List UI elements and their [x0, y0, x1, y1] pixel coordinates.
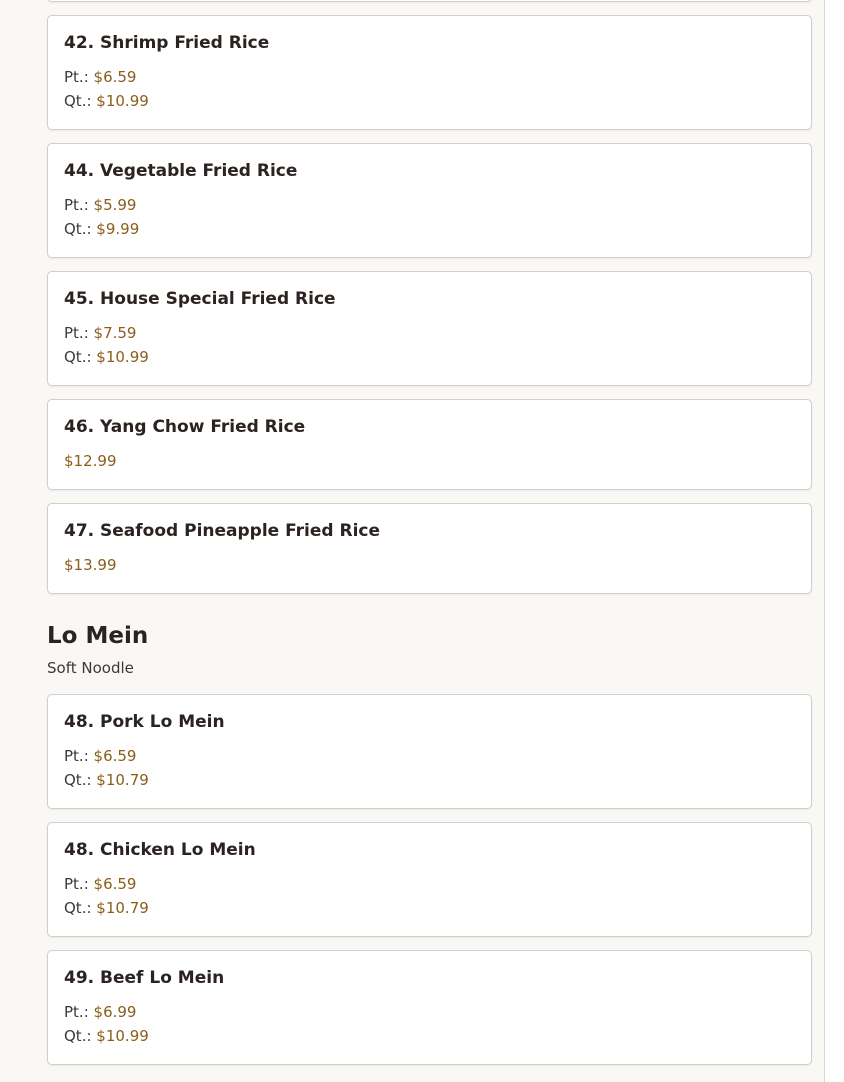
menu-item-card[interactable] — [47, 503, 812, 594]
price-line — [64, 449, 795, 473]
price-line — [64, 553, 795, 577]
pint-price: $7.59 — [93, 324, 137, 342]
section-title: Lo Mein — [47, 623, 149, 649]
quart-label: Qt.: — [64, 1027, 92, 1045]
pint-price: $6.59 — [93, 68, 137, 86]
quart-label: Qt.: — [64, 348, 92, 366]
quart-price: $10.99 — [96, 92, 149, 110]
menu-item-card[interactable] — [47, 822, 812, 937]
lo-mein-section — [47, 622, 812, 1065]
quart-label: Qt.: — [64, 92, 92, 110]
pint-label: Pt.: — [64, 68, 89, 86]
menu-item-name: 44. Vegetable Fried Rice — [64, 161, 298, 181]
fried-rice-section — [47, 0, 812, 594]
menu-item-name: 47. Seafood Pineapple Fried Rice — [64, 521, 381, 541]
pint-price-line — [64, 1000, 795, 1024]
quart-price-line — [64, 345, 795, 369]
item-price: $13.99 — [64, 556, 117, 574]
quart-price-line — [64, 768, 795, 792]
menu-item-name: 48. Pork Lo Mein — [64, 712, 225, 732]
menu-content — [47, 0, 812, 1078]
pint-label: Pt.: — [64, 324, 89, 342]
menu-item-name: 49. Beef Lo Mein — [64, 968, 225, 988]
quart-label: Qt.: — [64, 899, 92, 917]
pint-label: Pt.: — [64, 1003, 89, 1021]
quart-price-line — [64, 89, 795, 113]
pint-price: $6.59 — [93, 875, 137, 893]
quart-price: $10.99 — [96, 1027, 149, 1045]
pint-label: Pt.: — [64, 196, 89, 214]
menu-item-card[interactable] — [47, 399, 812, 490]
pint-price-line — [64, 872, 795, 896]
pint-price-line — [64, 65, 795, 89]
pint-price-line — [64, 321, 795, 345]
menu-item-card[interactable] — [47, 271, 812, 386]
quart-price-line — [64, 217, 795, 241]
pint-price: $6.99 — [93, 1003, 137, 1021]
item-price: $12.99 — [64, 452, 117, 470]
menu-item-name: 45. House Special Fried Rice — [64, 289, 336, 309]
menu-item-card-partial[interactable] — [47, 0, 812, 2]
quart-price: $10.99 — [96, 348, 149, 366]
menu-item-card[interactable] — [47, 15, 812, 130]
pint-price: $6.59 — [93, 747, 137, 765]
menu-item-name: 42. Shrimp Fried Rice — [64, 33, 270, 53]
section-header — [47, 622, 812, 678]
section-subtitle: Soft Noodle — [47, 659, 134, 677]
pint-price-line — [64, 744, 795, 768]
quart-price: $10.79 — [96, 899, 149, 917]
quart-label: Qt.: — [64, 771, 92, 789]
pint-label: Pt.: — [64, 875, 89, 893]
menu-item-name: 46. Yang Chow Fried Rice — [64, 417, 306, 437]
pint-label: Pt.: — [64, 747, 89, 765]
quart-price-line — [64, 1024, 795, 1048]
quart-price-line — [64, 896, 795, 920]
pint-price: $5.99 — [93, 196, 137, 214]
menu-item-card[interactable] — [47, 950, 812, 1065]
menu-item-card[interactable] — [47, 143, 812, 258]
quart-price: $10.79 — [96, 771, 149, 789]
pint-price-line — [64, 193, 795, 217]
menu-item-name: 48. Chicken Lo Mein — [64, 840, 256, 860]
menu-item-card[interactable] — [47, 694, 812, 809]
quart-label: Qt.: — [64, 220, 92, 238]
quart-price: $9.99 — [96, 220, 140, 238]
